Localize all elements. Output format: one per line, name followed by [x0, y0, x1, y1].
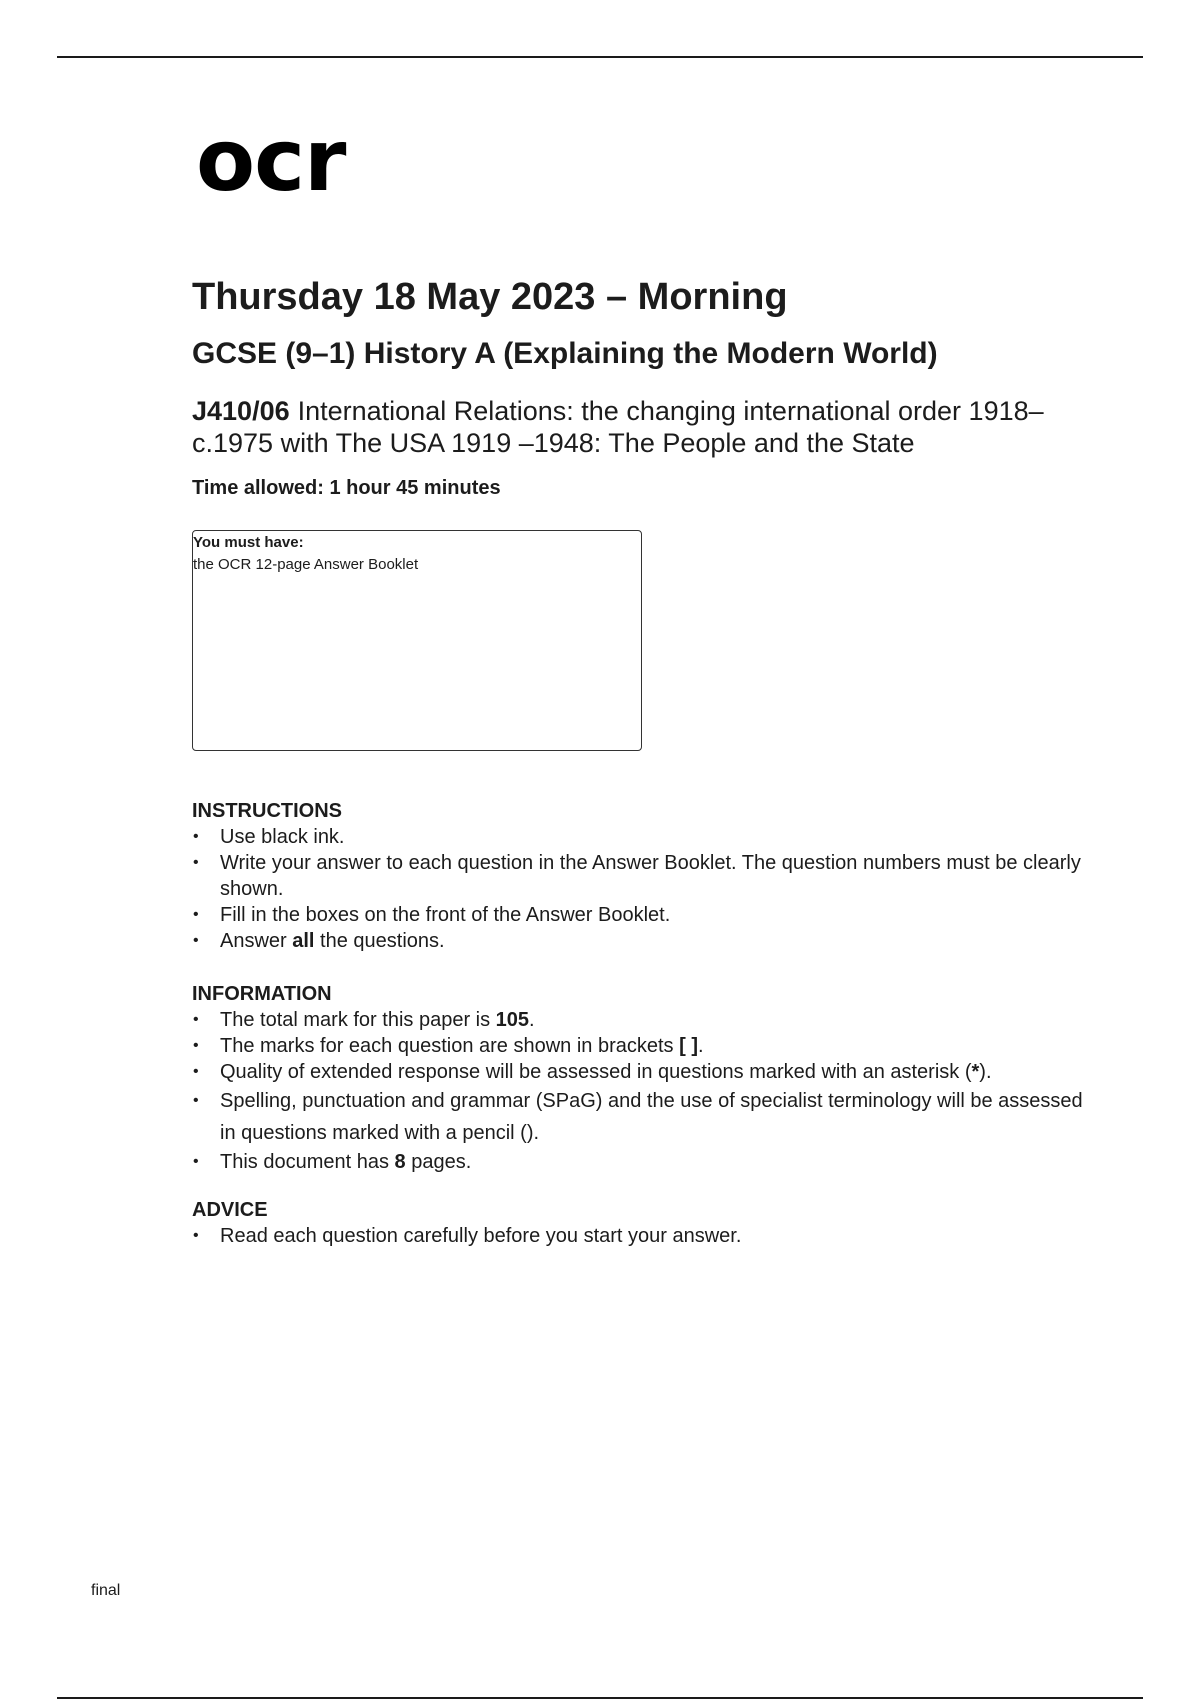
total-mark-text: The total mark for this paper is [220, 1009, 496, 1031]
quality-text: Quality of extended response will be assessed in questions marked with an asterisk ( [220, 1061, 972, 1083]
quality-end: ). [979, 1061, 992, 1083]
must-have-title: You must have: [193, 534, 304, 551]
instruction-item: • Write your answer to each question in the Answer Booklet. The question numbers must be clearly shown. [192, 850, 1092, 902]
information-item [192, 1033, 1092, 1059]
unit-title: International Relations: the changing international order 1918–c.1975 with The USA 1919 –1948: The People and the State [192, 396, 1044, 458]
exam-date: Thursday 18 May 2023 – Morning [192, 276, 788, 318]
qualification-title: GCSE (9–1) History A (Explaining the Modern World) [192, 337, 938, 370]
information-section [192, 981, 1092, 1175]
time-allowed: Time allowed: 1 hour 45 minutes [192, 477, 501, 499]
instruction-item: • Use black ink. [192, 824, 1092, 850]
total-mark-end: . [529, 1009, 535, 1031]
asterisk-symbol: * [971, 1061, 980, 1083]
instructions-list [192, 824, 1092, 954]
information-item [192, 1059, 1092, 1085]
total-mark-value: 105 [495, 1009, 530, 1031]
answer-pre: Answer [220, 930, 293, 952]
information-list [192, 1007, 1092, 1175]
advice-list [192, 1223, 1092, 1249]
instruction-item: • Fill in the boxes on the front of the Answer Booklet. [192, 902, 1092, 928]
unit-code: J410/06 [192, 396, 290, 426]
must-have-item: the OCR 12-page Answer Booklet [193, 556, 419, 573]
marks-brackets: [ ] [679, 1035, 699, 1057]
information-item [192, 1007, 1092, 1033]
must-have-box [192, 530, 642, 751]
information-item [192, 1149, 1092, 1175]
pages-value: 8 [394, 1151, 406, 1173]
ocr-logo: ocr [196, 111, 346, 211]
instruction-item [192, 928, 1092, 954]
advice-heading: ADVICE [192, 1199, 268, 1221]
answer-post: the questions. [314, 930, 445, 952]
pages-end: pages. [405, 1151, 472, 1173]
footer-note: final [91, 1582, 121, 1599]
top-rule [57, 56, 1143, 58]
unit-heading [192, 395, 1112, 459]
instructions-section [192, 798, 1092, 954]
advice-item: • Read each question carefully before you start your answer. [192, 1223, 1092, 1249]
information-heading: INFORMATION [192, 983, 332, 1005]
marks-end: . [698, 1035, 704, 1057]
marks-text: The marks for each question are shown in brackets [220, 1035, 680, 1057]
instructions-heading: INSTRUCTIONS [192, 800, 342, 822]
answer-all: all [292, 930, 315, 952]
advice-section [192, 1197, 1092, 1249]
pages-text: This document has [220, 1151, 395, 1173]
information-item: • Spelling, punctuation and grammar (SPaG) and the use of specialist terminology will be assessed in questions marked with a pencil (). [192, 1085, 1092, 1149]
bottom-rule [57, 1697, 1143, 1699]
